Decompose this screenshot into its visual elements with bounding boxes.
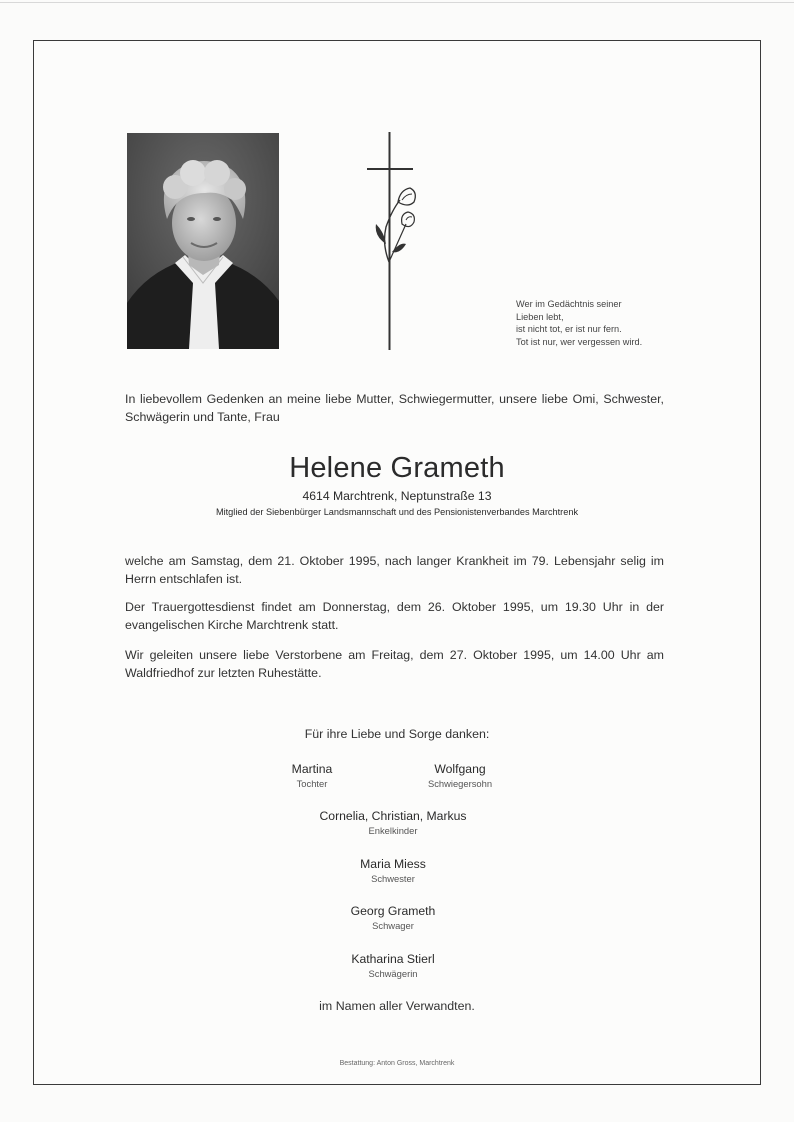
mourner-name: Maria Miess [360, 857, 426, 871]
mourner-entry [350, 761, 570, 790]
mourner-entry [283, 856, 503, 885]
service-paragraph: Der Trauergottesdienst findet am Donnerstag, dem 26. Oktober 1995, um 19.30 Uhr in der evangelischen Kirche Marchtrenk statt. [125, 600, 664, 632]
mourner-relation: Schwester [371, 873, 415, 884]
poem-line: ist nicht tot, er ist nur fern. [516, 324, 622, 334]
burial-paragraph: Wir geleiten unsere liebe Verstorbene am Freitag, dem 27. Oktober 1995, um 14.00 Uhr am Waldfriedhof zur letzten Ruhestätte. [125, 648, 664, 680]
portrait-image [127, 133, 279, 349]
intro-text: In liebevollem Gedenken an meine liebe Mutter, Schwiegermutter, unsere liebe Omi, Schwester, Schwägerin und Tante, Frau [125, 392, 664, 424]
mourner-name: Georg Grameth [350, 904, 436, 918]
mourner-entry [283, 903, 503, 932]
deceased-membership: Mitglied der Siebenbürger Landsmannschaft und des Pensionistenverbandes Marchtrenk [215, 507, 579, 517]
death-notice-paragraph: welche am Samstag, dem 21. Oktober 1995, nach langer Krankheit im 79. Lebensjahr selig im Herrn entschlafen ist. [125, 554, 664, 586]
closing-text: im Namen aller Verwandten. [319, 999, 475, 1013]
mourner-entry [283, 951, 503, 980]
funeral-home-credit: Bestattung: Anton Gross, Marchtrenk [339, 1060, 455, 1067]
mourner-name: Cornelia, Christian, Markus [319, 809, 467, 823]
mourner-relation: Enkelkinder [368, 825, 418, 836]
mourner-relation: Schwiegersohn [427, 778, 493, 789]
top-edge-line [0, 2, 794, 3]
thanks-heading: Für ihre Liebe und Sorge danken: [304, 727, 490, 741]
poem-line: Wer im Gedächtnis seiner [516, 299, 622, 309]
poem-line: Tot ist nur, wer vergessen wird. [516, 336, 643, 347]
memorial-poem [516, 298, 676, 348]
poem-line: Lieben lebt, [516, 311, 564, 322]
mourner-name: Katharina Stierl [351, 952, 435, 966]
mourner-relation: Tochter [296, 778, 328, 789]
mourner-relation: Schwägerin [368, 968, 418, 979]
mourner-relation: Schwager [372, 920, 414, 931]
cross-with-rose-icon [362, 132, 426, 352]
portrait-photo [127, 133, 279, 349]
deceased-address: 4614 Marchtrenk, Neptunstraße 13 [302, 489, 492, 503]
mourner-entry [283, 808, 503, 837]
mourner-name: Martina [291, 762, 333, 776]
deceased-name: Helene Grameth [289, 452, 505, 484]
mourner-name: Wolfgang [434, 762, 486, 776]
